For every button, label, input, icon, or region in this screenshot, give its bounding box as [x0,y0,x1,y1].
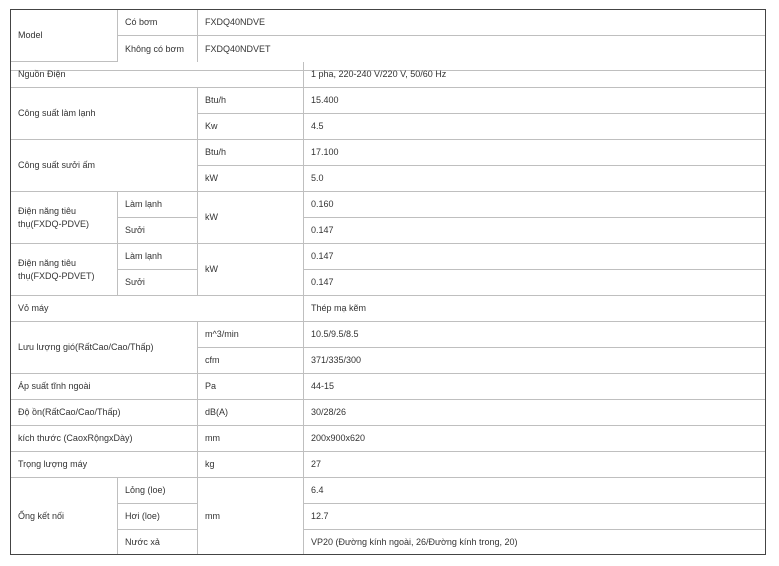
airflow-value-m3min: 10.5/9.5/8.5 [304,322,765,348]
airflow-label: Lưu lượng gió(RấtCao/Cao/Thấp) [11,322,198,374]
heating-capacity-label: Công suất sưởi ấm [11,140,198,192]
casing-value: Thép mạ kẽm [304,296,765,322]
consumption-pdvet-value-heating: 0.147 [304,270,765,296]
static-pressure-label: Áp suất tĩnh ngoài [11,374,198,400]
consumption-pdvet-mode-heating: Sưởi [118,270,198,296]
model-label: Model [11,10,118,62]
heating-value-btu: 17.100 [304,140,765,166]
consumption-pdve-value-heating: 0.147 [304,218,765,244]
dimensions-label: kích thước (CaoxRộngxDày) [11,426,198,452]
consumption-pdve-label: Điện năng tiêu thụ(FXDQ-PDVE) [11,192,118,244]
consumption-pdvet-value-cooling: 0.147 [304,244,765,270]
consumption-pdvet-label: Điện năng tiêu thụ(FXDQ-PDVET) [11,244,118,296]
piping-liquid-label: Lỏng (loe) [118,478,198,504]
consumption-pdvet-mode-cooling: Làm lạnh [118,244,198,270]
cooling-capacity-label: Công suất làm lạnh [11,88,198,140]
model-pump-label: Có bơm [118,10,198,36]
static-pressure-unit: Pa [198,374,304,400]
noise-label: Độ ồn(RấtCao/Cao/Thấp) [11,400,198,426]
consumption-pdve-value-cooling: 0.160 [304,192,765,218]
noise-unit: dB(A) [198,400,304,426]
piping-unit: mm [198,478,304,554]
piping-drain-value: VP20 (Đường kính ngoài, 26/Đường kính trong, 20) [311,536,518,547]
static-pressure-value: 44-15 [304,374,765,400]
airflow-value-cfm: 371/335/300 [304,348,765,374]
cooling-value-kw: 4.5 [304,114,765,140]
cooling-value-btu: 15.400 [304,88,765,114]
airflow-unit-m3min: m^3/min [198,322,304,348]
piping-liquid-value: 6.4 [304,478,765,504]
piping-gas-label: Hơi (loe) [118,504,198,530]
noise-value: 30/28/26 [304,400,765,426]
model-nopump-value: FXDQ40NDVET [205,43,271,54]
piping-drain-label: Nước xả [118,530,198,554]
power-source-label: Nguồn Điện [11,62,304,88]
dimensions-unit: mm [198,426,304,452]
consumption-pdve-unit: kW [198,192,304,244]
piping-gas-value: 12.7 [304,504,765,530]
power-source-value: 1 pha, 220-240 V/220 V, 50/60 Hz [304,62,765,88]
airflow-unit-cfm: cfm [198,348,304,374]
casing-label: Vỏ máy [11,296,304,322]
weight-unit: kg [198,452,304,478]
consumption-pdve-mode-heating: Sưởi [118,218,198,244]
piping-label: Ống kết nối [11,478,118,554]
cooling-unit-kw: Kw [198,114,304,140]
weight-label: Trọng lượng máy [11,452,198,478]
consumption-pdvet-unit: kW [198,244,304,296]
spec-table [10,9,766,555]
cooling-unit-btu: Btu/h [198,88,304,114]
heating-unit-btu: Btu/h [198,140,304,166]
consumption-pdve-mode-cooling: Làm lạnh [118,192,198,218]
model-pump-value: FXDQ40NDVE [198,10,765,36]
heating-value-kw: 5.0 [304,166,765,192]
dimensions-value: 200x900x620 [304,426,765,452]
heating-unit-kw: kW [198,166,304,192]
model-nopump-label: Không có bơm [118,36,198,62]
weight-value: 27 [304,452,765,478]
